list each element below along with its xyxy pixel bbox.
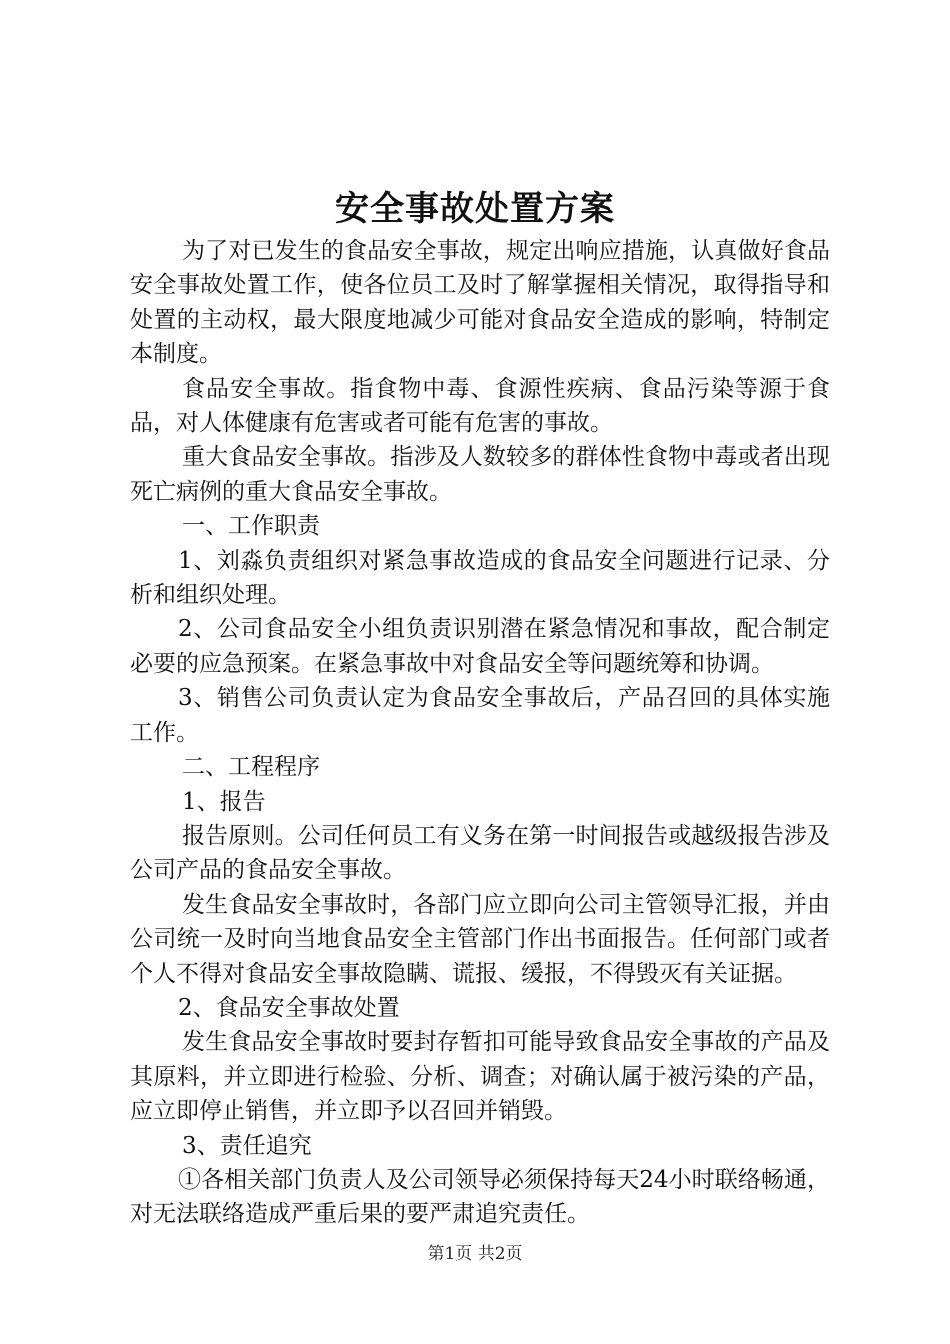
subheading-accountability: 3、责任追究 (182, 1132, 312, 1159)
section-heading-procedure: 二、工程程序 (182, 754, 320, 781)
section-heading-duties: 一、工作职责 (182, 513, 320, 540)
paragraph-accountability-1: ①各相关部门负责人及公司领导必须保持每天24小时联络畅通，对无法联络造成严重后果的要严肃追究责任。 (130, 1166, 830, 1228)
paragraph-incident-handling: 发生食品安全事故时要封存暂扣可能导致食品安全事故的产品及其原料，并立即进行检验、分析、调查；对确认属于被污染的产品，应立即停止销售，并立即予以召回并销毁。 (130, 1029, 830, 1125)
document-title: 安全事故处置方案 (335, 189, 615, 229)
subheading-report: 1、报告 (182, 788, 266, 815)
page-footer: 第1页 共2页 (427, 1244, 523, 1264)
paragraph-definition-food-safety-incident: 食品安全事故。指食物中毒、食源性疾病、食品污染等源于食品，对人体健康有危害或者可能有危害的事故。 (130, 375, 830, 437)
subheading-incident-handling: 2、食品安全事故处置 (178, 994, 400, 1021)
duty-item-2: 2、公司食品安全小组负责识别潜在紧急情况和事故，配合制定必要的应急预案。在紧急事故中对食品安全等问题统筹和协调。 (130, 616, 830, 677)
paragraph-intro: 为了对已发生的食品安全事故，规定出响应措施，认真做好食品安全事故处置工作，使各位员工及时了解掌握相关情况，取得指导和处置的主动权，最大限度地减少可能对食品安全造成的影响，特制定本制度。 (130, 238, 830, 368)
duty-item-1: 1、刘淼负责组织对紧急事故造成的食品安全问题进行记录、分析和组织处理。 (130, 547, 830, 609)
duty-item-3: 3、销售公司负责认定为食品安全事故后，产品召回的具体实施工作。 (130, 685, 830, 746)
document-body (130, 234, 830, 1232)
paragraph-report-process: 发生食品安全事故时，各部门应立即向公司主管领导汇报，并由公司统一及时向当地食品安全主管部门作出书面报告。任何部门或者个人不得对食品安全事故隐瞒、谎报、缓报，不得毁灭有关证据。 (130, 891, 830, 987)
paragraph-report-principle: 报告原则。公司任何员工有义务在第一时间报告或越级报告涉及公司产品的食品安全事故。 (130, 822, 830, 884)
paragraph-definition-major-incident: 重大食品安全事故。指涉及人数较多的群体性食物中毒或者出现死亡病例的重大食品安全事故。 (130, 444, 830, 505)
